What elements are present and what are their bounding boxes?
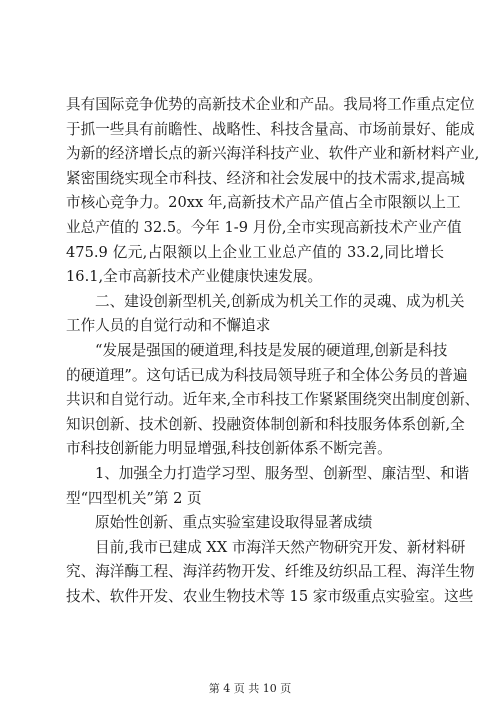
subsection-heading: 型“四型机关”第 2 页: [66, 489, 202, 507]
text-line: 共识和自觉行动。近年来,全市科技工作紧紧围绕突出制度创新、: [66, 391, 480, 409]
text-line: 知识创新、技术创新、投融资体制创新和科技服务体系创新,全: [66, 415, 465, 433]
text-line: 究、海洋酶工程、海洋药物开发、纤维及纺织品工程、海洋生物: [66, 563, 475, 581]
text-line: 原始性创新、重点实验室建设取得显著成绩: [95, 514, 373, 532]
text-line: “发展是强国的硬道理,科技是发展的硬道理,创新是科技: [95, 341, 448, 359]
text-line: 业总产值的 32.5。今年 1-9 月份,全市实现高新技术产业产值: [66, 218, 462, 236]
text-line: 的硬道理”。这句话已成为科技局领导班子和全体公务员的普遍: [66, 366, 468, 384]
page-number-footer: 第 4 页 共 10 页: [208, 682, 292, 695]
body-text: [66, 93, 480, 609]
text-line: 目前,我市已建成 XX 市海洋天然产物研究开发、新材料研: [95, 538, 466, 556]
text-line: 紧密围绕实现全市科技、经济和社会发展中的技术需求,提高城: [66, 169, 465, 187]
text-line: 市科技创新能力明显增强,科技创新体系不断完善。: [66, 440, 392, 458]
text-line: 于抓一些具有前瞻性、战略性、科技含量高、市场前景好、能成: [66, 120, 475, 138]
section-heading: 二、建设创新型机关,创新成为机关工作的灵魂、成为机关: [95, 292, 465, 310]
text-line: 具有国际竞争优势的高新技术企业和产品。我局将工作重点定位: [66, 96, 475, 113]
subsection-heading: 1、加强全力打造学习型、服务型、创新型、廉洁型、和谐: [95, 464, 470, 482]
text-line: 为新的经济增长点的新兴海洋科技产业、软件产业和新材料产业,: [66, 145, 480, 163]
text-line: 475.9 亿元,占限额以上企业工业总产值的 33.2,同比增长: [66, 243, 444, 261]
section-heading: 工作人员的自觉行动和不懈追求: [66, 317, 271, 335]
text-line: 技术、软件开发、农业生物技术等 15 家市级重点实验室。这些: [66, 587, 474, 605]
text-line: 16.1,全市高新技术产业健康快速发展。: [66, 268, 323, 286]
text-line: 市核心竞争力。20xx 年,高新技术产品产值占全市限额以上工: [66, 194, 461, 212]
